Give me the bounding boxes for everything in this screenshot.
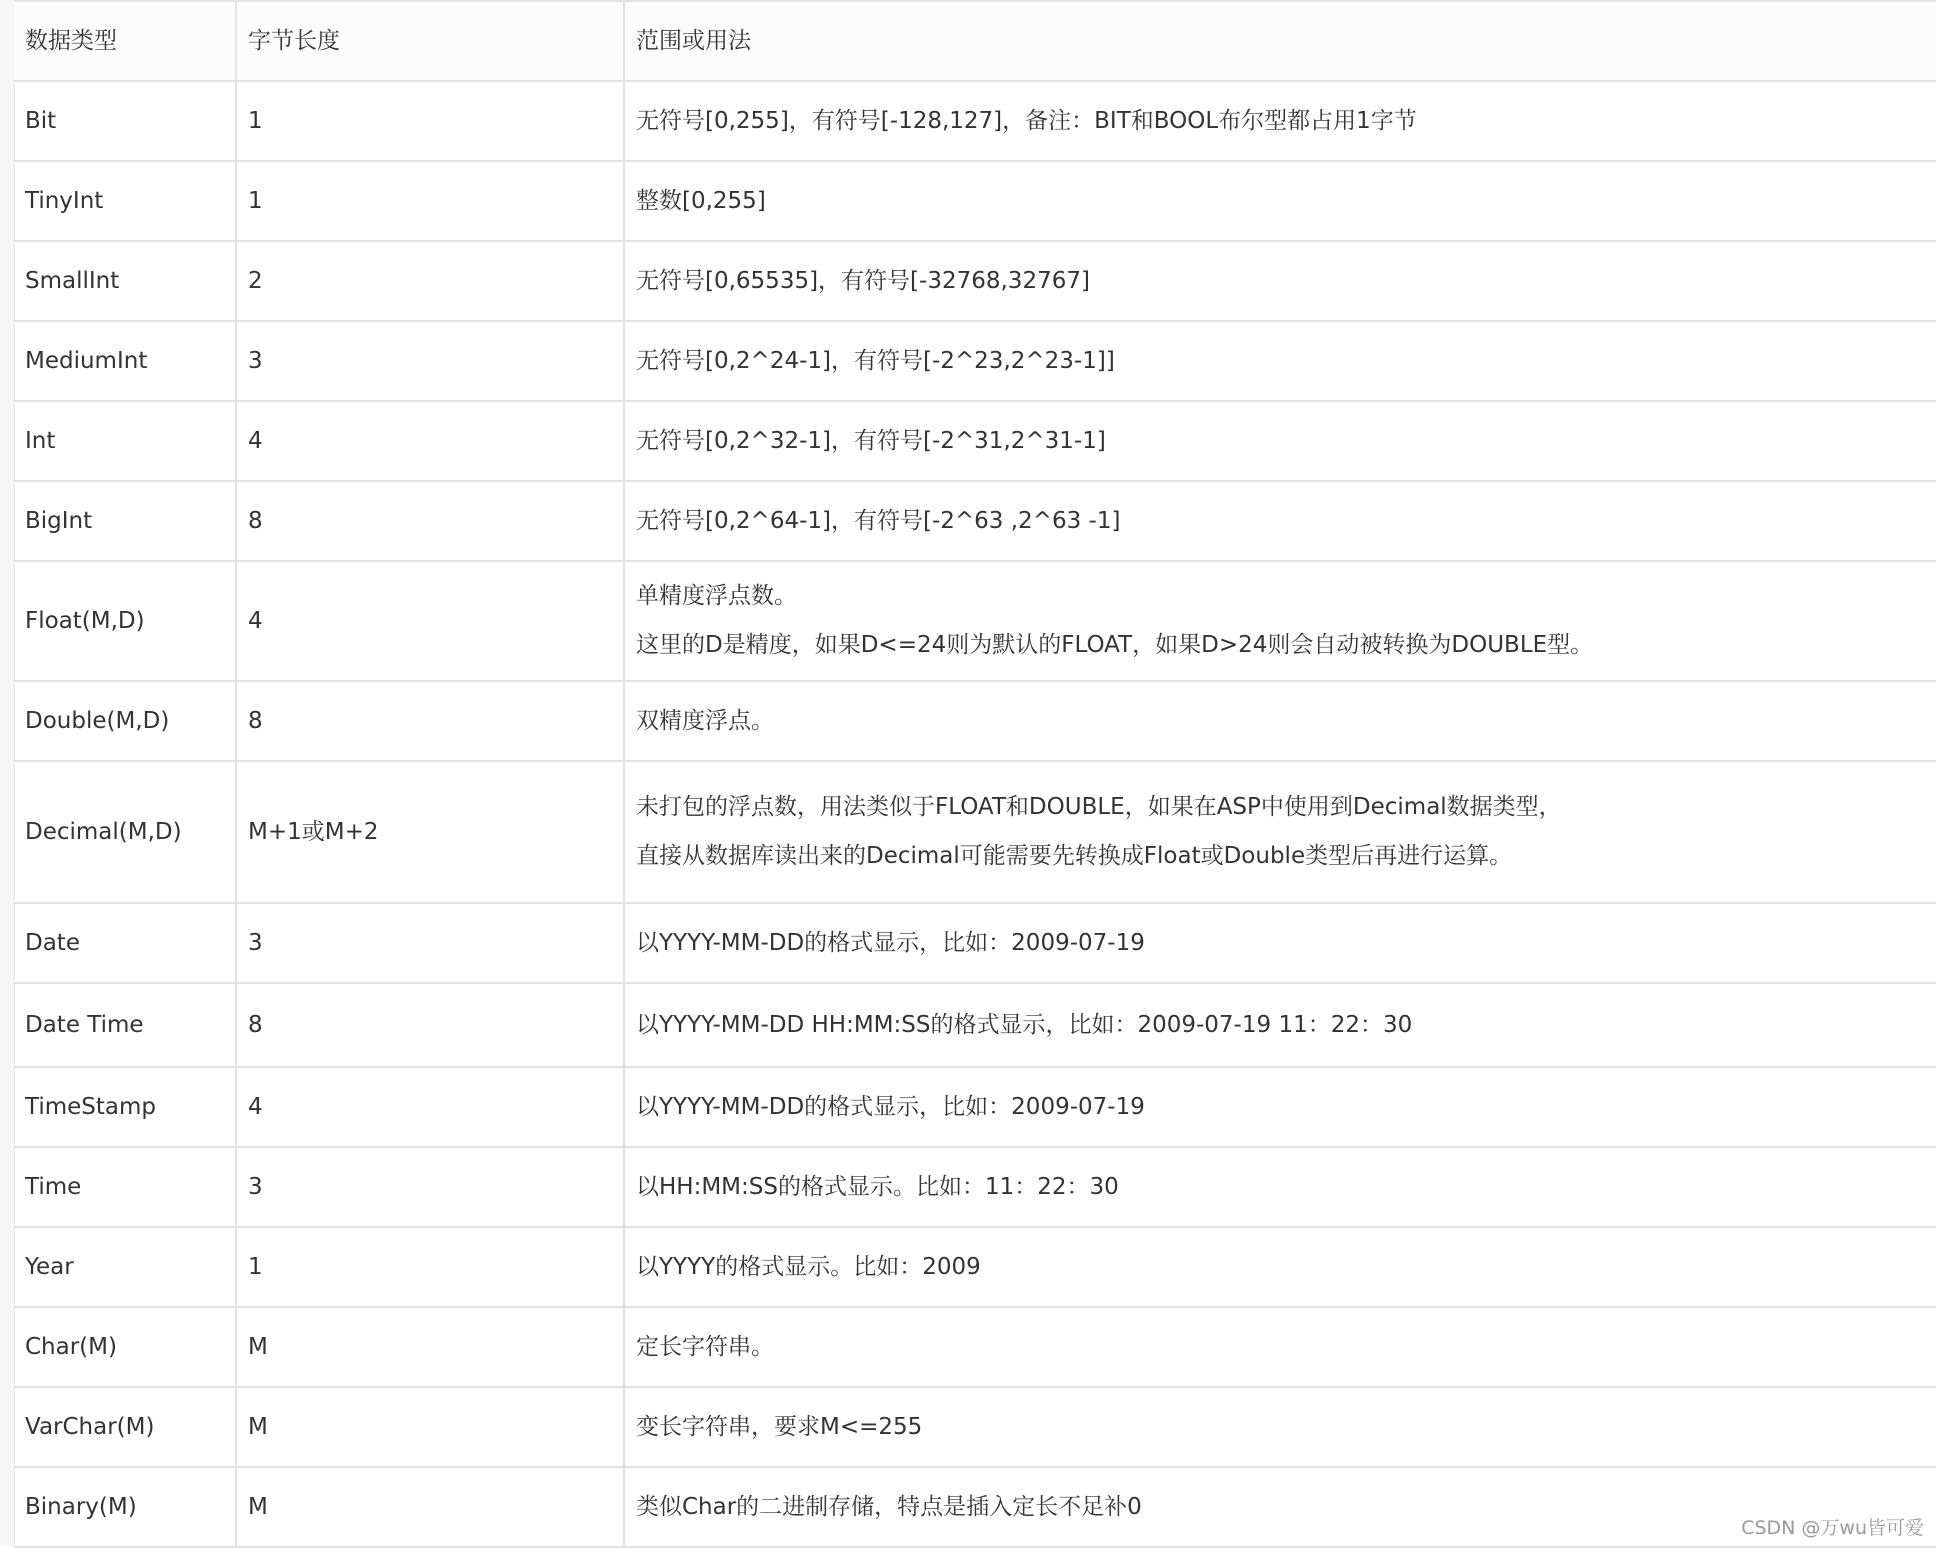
usage-line: 以YYYY-MM-DD HH:MM:SS的格式显示，比如：2009-07-19 11：22：30	[636, 1011, 1413, 1038]
usage-line: 无符号[0,2^32-1]，有符号[-2^31,2^31-1]	[636, 427, 1106, 454]
cell-range-usage	[624, 1147, 1936, 1227]
table-row	[14, 983, 1936, 1067]
cell-range-usage	[624, 1467, 1936, 1547]
cell-byte-length: M	[236, 1467, 624, 1547]
table-row	[14, 401, 1936, 481]
cell-byte-length: M	[236, 1387, 624, 1467]
cell-range-usage	[624, 983, 1936, 1067]
left-margin-strip	[0, 0, 15, 1546]
cell-data-type: Double(M,D)	[14, 681, 236, 761]
cell-data-type: Year	[14, 1227, 236, 1307]
table-row	[14, 1147, 1936, 1227]
cell-range-usage	[624, 761, 1936, 903]
cell-data-type: VarChar(M)	[14, 1387, 236, 1467]
table-row	[14, 1467, 1936, 1547]
cell-range-usage	[624, 401, 1936, 481]
usage-line: 未打包的浮点数，用法类似于FLOAT和DOUBLE，如果在ASP中使用到Decimal数据类型，	[636, 794, 1562, 820]
usage-line: 这里的D是精度，如果D<=24则为默认的FLOAT，如果D>24则会自动被转换为DOUBLE型。	[636, 632, 1594, 658]
cell-data-type: Date Time	[14, 983, 236, 1067]
cell-range-usage	[624, 321, 1936, 401]
cell-data-type: MediumInt	[14, 321, 236, 401]
data-types-table	[14, 0, 1936, 1548]
usage-line: 定长字符串。	[636, 1333, 774, 1360]
cell-data-type: Date	[14, 903, 236, 983]
table-row	[14, 761, 1936, 903]
usage-line: 无符号[0,65535]，有符号[-32768,32767]	[636, 267, 1090, 294]
table-row	[14, 161, 1936, 241]
cell-byte-length: 1	[236, 1227, 624, 1307]
cell-data-type: Binary(M)	[14, 1467, 236, 1547]
cell-data-type: Time	[14, 1147, 236, 1227]
cell-range-usage	[624, 1387, 1936, 1467]
cell-range-usage	[624, 1227, 1936, 1307]
table-row	[14, 1387, 1936, 1467]
table-row	[14, 241, 1936, 321]
cell-range-usage	[624, 1307, 1936, 1387]
usage-line: 双精度浮点。	[636, 707, 774, 734]
csdn-watermark: CSDN @万wu皆可爱	[1741, 1517, 1924, 1539]
cell-byte-length: M+1或M+2	[236, 761, 624, 903]
usage-line: 直接从数据库读出来的Decimal可能需要先转换成Float或Double类型后再进行运算。	[636, 843, 1513, 869]
usage-line: 以YYYY-MM-DD的格式显示，比如：2009-07-19	[636, 1093, 1145, 1120]
cell-byte-length: 4	[236, 401, 624, 481]
cell-range-usage	[624, 241, 1936, 321]
cell-range-usage	[624, 681, 1936, 761]
cell-data-type: Int	[14, 401, 236, 481]
cell-data-type: BigInt	[14, 481, 236, 561]
usage-line: 单精度浮点数。	[636, 583, 797, 609]
cell-byte-length: 4	[236, 1067, 624, 1147]
table-header-row	[14, 1, 1936, 81]
cell-range-usage	[624, 161, 1936, 241]
header-cell-length: 字节长度	[236, 1, 624, 81]
cell-data-type: SmallInt	[14, 241, 236, 321]
cell-byte-length: 4	[236, 561, 624, 681]
table-row	[14, 681, 1936, 761]
cell-byte-length: 8	[236, 983, 624, 1067]
cell-byte-length: 1	[236, 161, 624, 241]
usage-line: 无符号[0,255]，有符号[-128,127]，备注：BIT和BOOL布尔型都占用1字节	[636, 107, 1417, 134]
cell-byte-length: 3	[236, 1147, 624, 1227]
cell-data-type: TimeStamp	[14, 1067, 236, 1147]
usage-line: 以HH:MM:SS的格式显示。比如：11：22：30	[636, 1173, 1119, 1200]
cell-range-usage	[624, 561, 1936, 681]
cell-range-usage	[624, 81, 1936, 161]
cell-range-usage	[624, 903, 1936, 983]
table-row	[14, 81, 1936, 161]
header-cell-type: 数据类型	[14, 1, 236, 81]
cell-byte-length: 2	[236, 241, 624, 321]
cell-byte-length: 8	[236, 681, 624, 761]
table-row	[14, 481, 1936, 561]
usage-line: 以YYYY-MM-DD的格式显示，比如：2009-07-19	[636, 929, 1145, 956]
cell-data-type: Bit	[14, 81, 236, 161]
usage-line: 无符号[0,2^24-1]，有符号[-2^23,2^23-1]]	[636, 347, 1115, 374]
cell-data-type: Float(M,D)	[14, 561, 236, 681]
table-row	[14, 561, 1936, 681]
table-row	[14, 321, 1936, 401]
usage-line: 无符号[0,2^64-1]，有符号[-2^63 ,2^63 -1]	[636, 507, 1121, 534]
cell-data-type: TinyInt	[14, 161, 236, 241]
table-row	[14, 1227, 1936, 1307]
cell-byte-length: 3	[236, 321, 624, 401]
usage-line: 以YYYY的格式显示。比如：2009	[636, 1253, 981, 1280]
cell-data-type: Decimal(M,D)	[14, 761, 236, 903]
cell-byte-length: 1	[236, 81, 624, 161]
cell-range-usage	[624, 1067, 1936, 1147]
cell-byte-length: 3	[236, 903, 624, 983]
usage-line: 变长字符串，要求M<=255	[636, 1413, 923, 1440]
usage-line: 类似Char的二进制存储，特点是插入定长不足补0	[636, 1493, 1142, 1520]
cell-byte-length: M	[236, 1307, 624, 1387]
table-body	[14, 1, 1936, 1547]
usage-line: 整数[0,255]	[636, 187, 766, 214]
table-row	[14, 903, 1936, 983]
cell-data-type: Char(M)	[14, 1307, 236, 1387]
cell-byte-length: 8	[236, 481, 624, 561]
cell-range-usage	[624, 481, 1936, 561]
header-cell-usage: 范围或用法	[624, 1, 1936, 81]
table-row	[14, 1067, 1936, 1147]
table-row	[14, 1307, 1936, 1387]
